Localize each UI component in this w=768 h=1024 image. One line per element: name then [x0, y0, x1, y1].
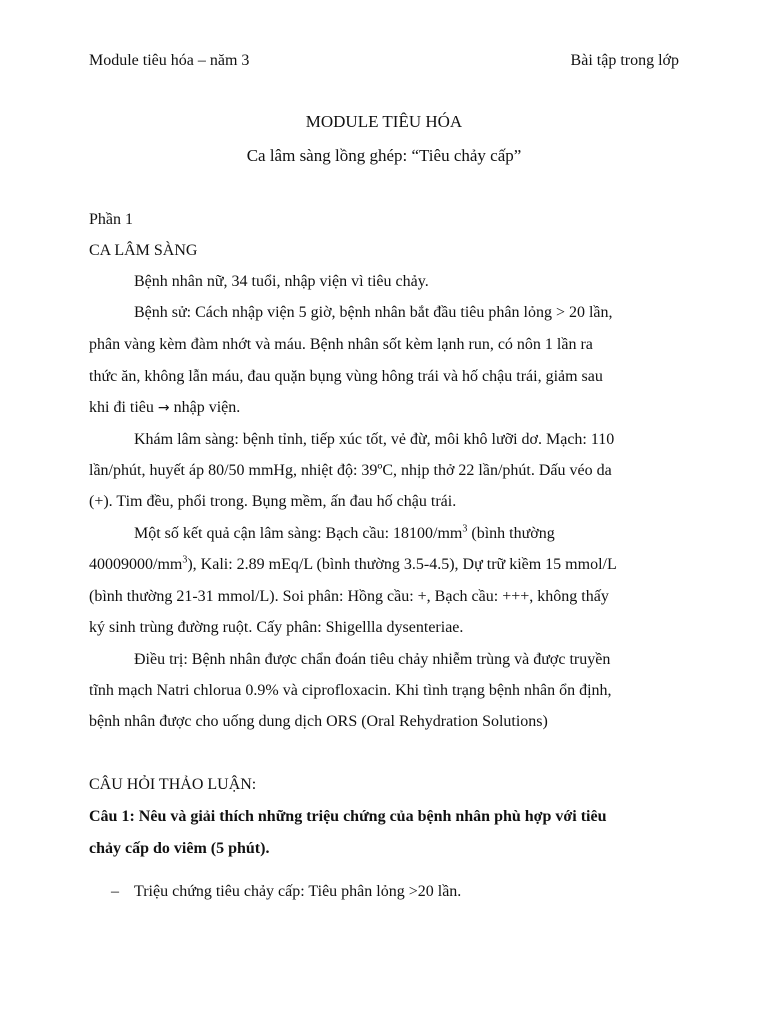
labs-line-1	[134, 523, 679, 545]
labs-line-2-end: ), Kali: 2.89 mEq/L (bình thường 3.5-4.5), Dự trữ kiềm 15 mmol/L	[187, 556, 617, 573]
right-arrow-icon: →	[157, 400, 170, 416]
labs-line-2-sup: 3	[182, 554, 188, 566]
answer-bullet-1	[89, 881, 679, 903]
labs-line-4: ký sinh trùng đường ruột. Cấy phân: Shigellla dysenteriae.	[89, 619, 464, 636]
history-line-2: phân vàng kèm đàm nhớt và máu. Bệnh nhân sốt kèm lạnh run, có nôn 1 lần ra	[89, 336, 593, 353]
treatment-line-2: tĩnh mạch Natri chlorua 0.9% và ciprofloxacin. Khi tình trạng bệnh nhân ổn định,	[89, 682, 612, 699]
header-right-text: Bài tập trong lớp	[570, 52, 679, 69]
exam-line-3: (+). Tim đều, phổi trong. Bụng mềm, ấn đau hố chậu trái.	[89, 493, 457, 510]
treatment-line-1: Điều trị: Bệnh nhân được chẩn đoán tiêu chảy nhiễm trùng và được truyền	[134, 651, 611, 668]
page-header	[89, 52, 679, 74]
labs-line-1-text: Một số kết quả cận lâm sàng: Bạch cầu: 18100/mm	[134, 525, 463, 542]
labs-line-2-text: 40009000/mm	[89, 556, 183, 573]
question-1-line-1: Câu 1: Nêu và giải thích những triệu chứng của bệnh nhân phù hợp với tiêu	[89, 808, 607, 825]
labs-line-1-sup: 3	[462, 523, 468, 535]
treatment-line-3: bệnh nhân được cho uống dung dịch ORS (Oral Rehydration Solutions)	[89, 713, 548, 730]
document-title: MODULE TIÊU HÓA	[305, 112, 463, 131]
case-intro: Bệnh nhân nữ, 34 tuổi, nhập viện vì tiêu chảy.	[134, 273, 429, 290]
history-line-4	[89, 397, 679, 419]
exam-line-1: Khám lâm sàng: bệnh tỉnh, tiếp xúc tốt, vẻ đừ, môi khô lưỡi dơ. Mạch: 110	[134, 431, 615, 448]
bullet-dash: –	[111, 883, 119, 900]
section-heading: CA LÂM SÀNG	[89, 242, 198, 259]
document-subtitle: Ca lâm sàng lồng ghép: “Tiêu chảy cấp”	[246, 146, 522, 165]
history-line-3: thức ăn, không lẫn máu, đau quặn bụng vùng hông trái và hố chậu trái, giảm sau	[89, 368, 603, 385]
header-left-text: Module tiêu hóa – năm 3	[89, 52, 250, 69]
history-line-1: Bệnh sử: Cách nhập viện 5 giờ, bệnh nhân bắt đầu tiêu phân lỏng > 20 lần,	[134, 304, 613, 321]
labs-line-3: (bình thường 21-31 mmol/L). Soi phân: Hồng cầu: +, Bạch cầu: +++, không thấy	[89, 588, 609, 605]
exam-line-2: lần/phút, huyết áp 80/50 mmHg, nhiệt độ: 39ºC, nhịp thở 22 lần/phút. Dấu véo da	[89, 462, 612, 479]
question-1-line-2: chảy cấp do viêm (5 phút).	[89, 840, 270, 857]
labs-line-2	[89, 554, 679, 576]
part-label: Phần 1	[89, 211, 133, 228]
bullet-text: Triệu chứng tiêu chảy cấp: Tiêu phân lỏng >20 lần.	[134, 883, 462, 900]
history-line-4-end: nhập viện.	[173, 399, 241, 416]
discussion-heading: CÂU HỎI THẢO LUẬN:	[89, 776, 257, 793]
history-line-4-text: khi đi tiêu	[89, 399, 154, 416]
labs-line-1-end: (bình thường	[467, 525, 555, 542]
